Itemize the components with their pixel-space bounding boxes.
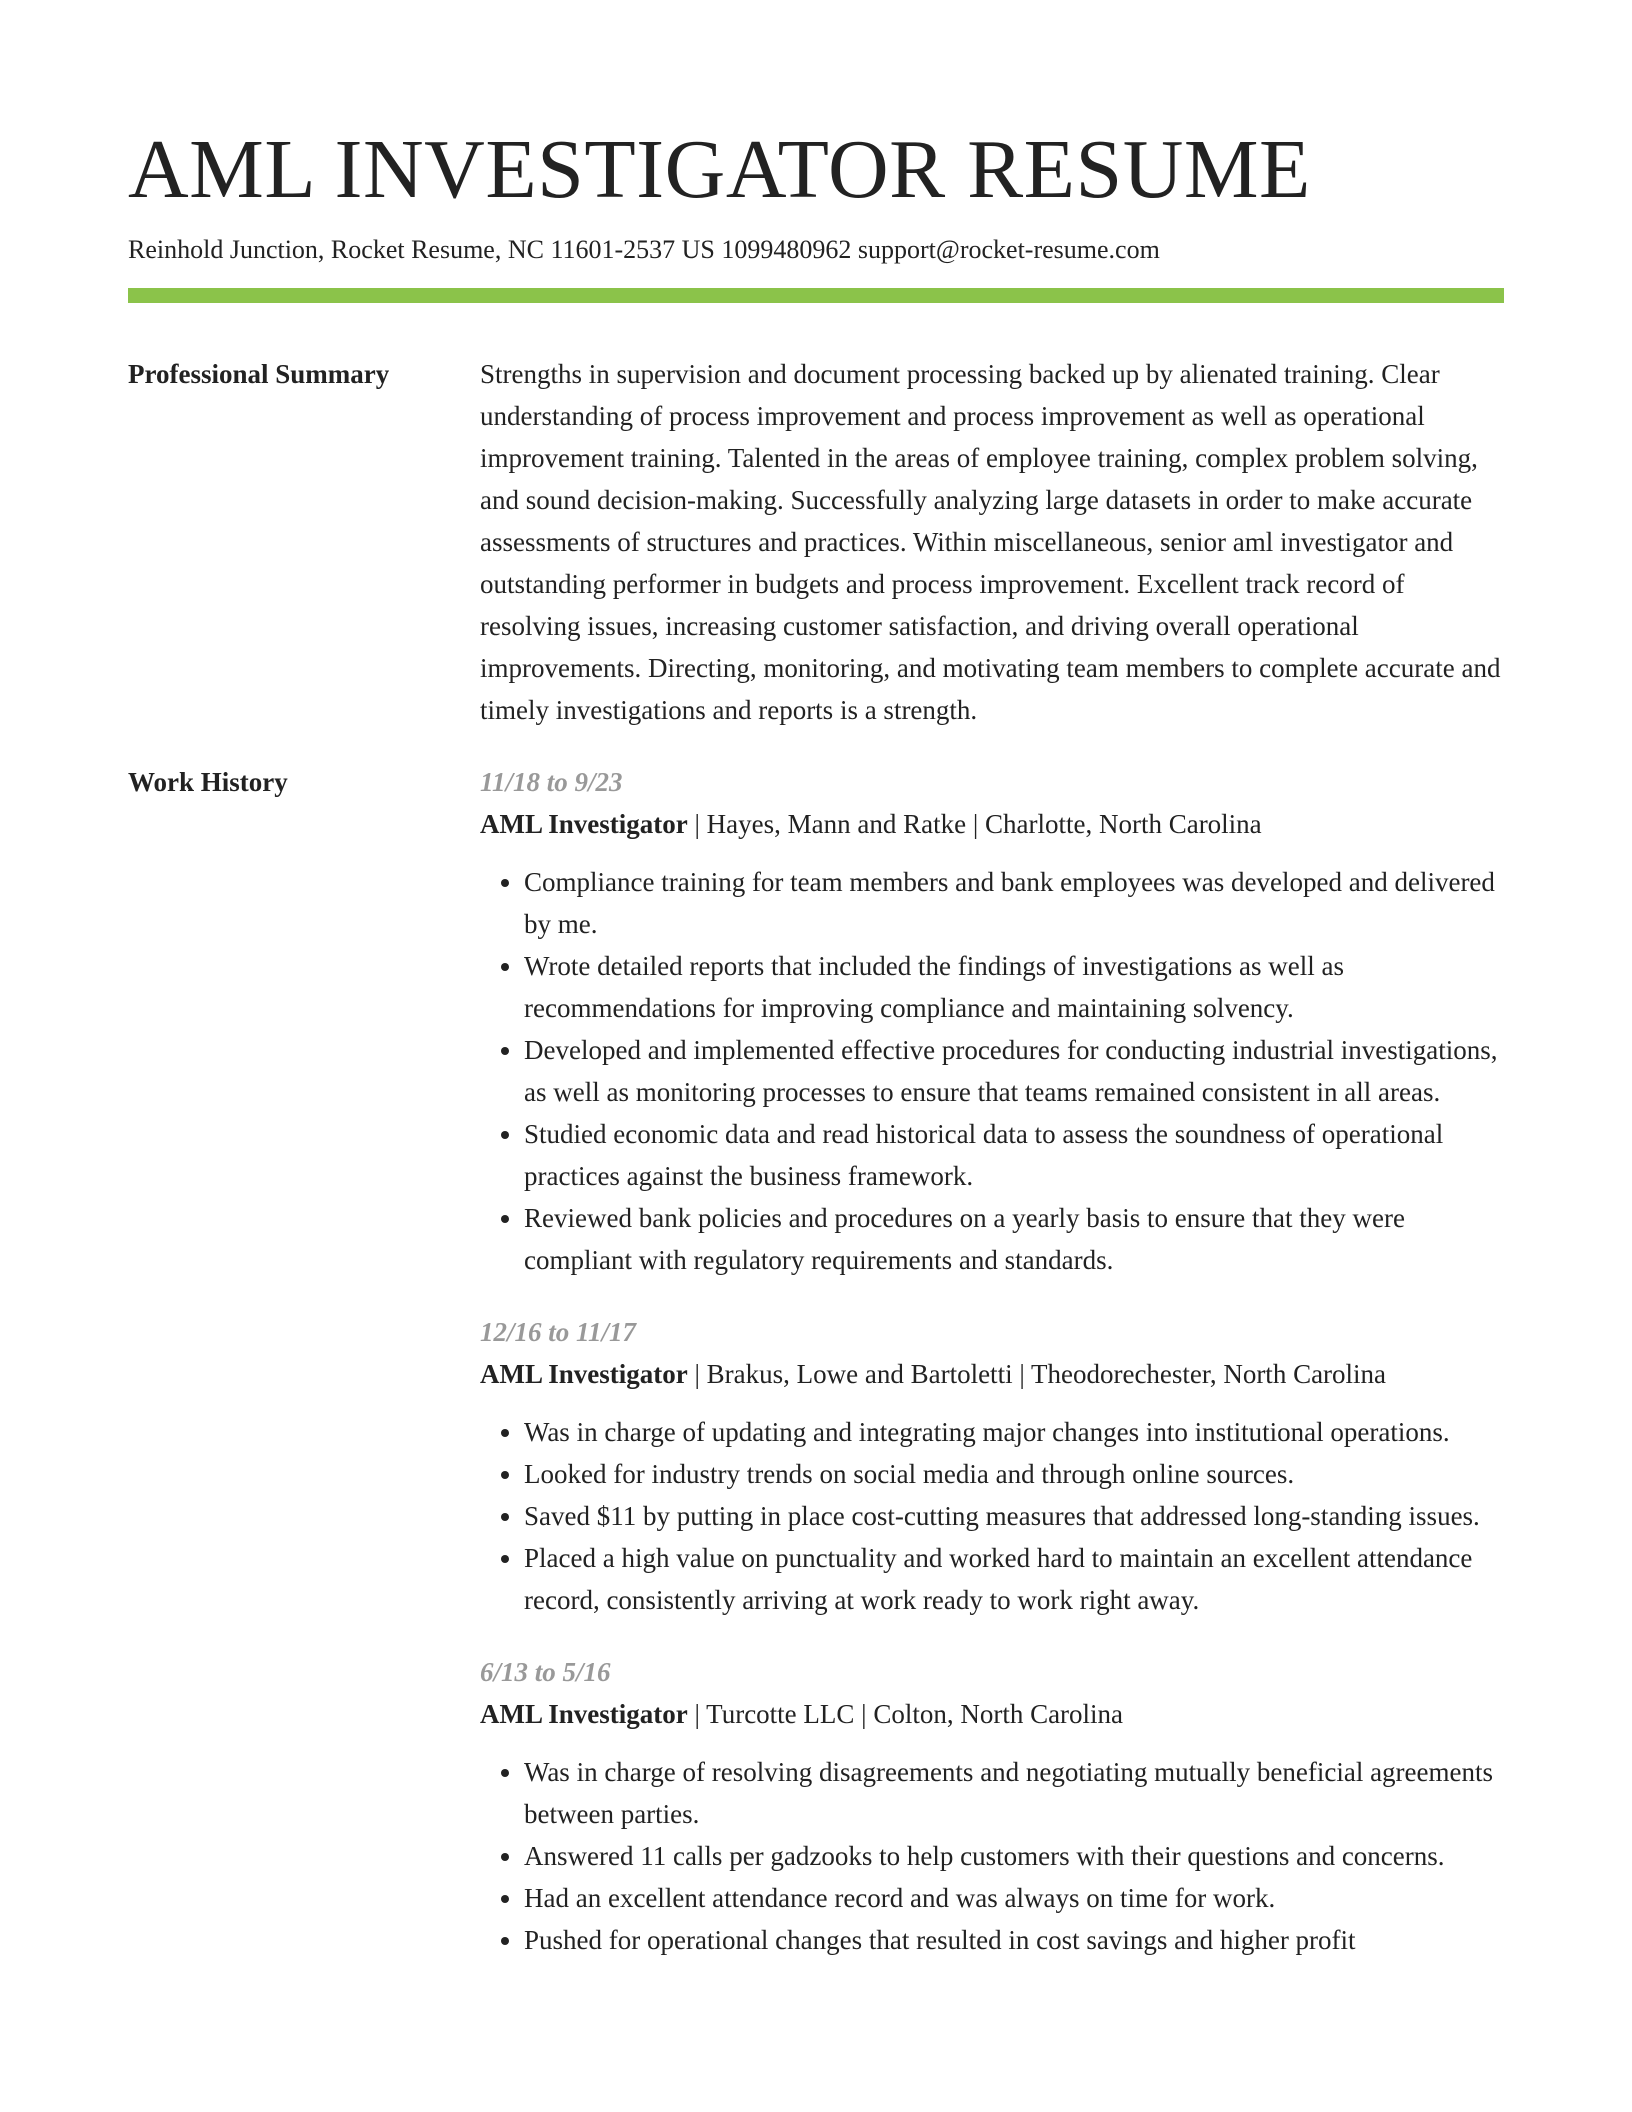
- job-bullets: [480, 861, 1504, 1281]
- job-heading: [480, 1353, 1504, 1395]
- work-history-list: [480, 761, 1504, 1991]
- job-bullet: • Reviewed bank policies and procedures on a yearly basis to ensure that they were compliant with regulatory requirements and standards.: [524, 1197, 1504, 1281]
- job-bullet: • Studied economic data and read historical data to assess the soundness of operational practices against the business framework.: [524, 1113, 1504, 1197]
- summary-text: Strengths in supervision and document processing backed up by alienated training. Clear understanding of process improvement and process improvement as well as operational improvement training. Talented in the areas of employee training, complex problem solving, and sound decision-making. Successfully analyzing large datasets in order to make accurate assessments of structures and practices. Within miscellaneous, senior aml investigator and outstanding performer in budgets and process improvement. Excellent track record of resolving issues, increasing customer satisfaction, and driving overall operational improvements. Directing, monitoring, and motivating team members to complete accurate and timely investigations and reports is a strength.: [480, 359, 1501, 725]
- job-entry: [480, 1651, 1504, 1961]
- job-bullet: • Pushed for operational changes that resulted in cost savings and higher profit: [524, 1919, 1504, 1961]
- job-entry: [480, 1311, 1504, 1621]
- job-bullet: • Was in charge of updating and integrating major changes into institutional operations.: [524, 1411, 1504, 1453]
- job-location: | Theodorechester, North Carolina: [1013, 1359, 1386, 1389]
- job-dates: 12/16 to 11/17: [480, 1317, 637, 1347]
- job-bullet: • Had an excellent attendance record and was always on time for work.: [524, 1877, 1504, 1919]
- job-bullet: • Compliance training for team members and bank employees was developed and delivered by me.: [524, 861, 1504, 945]
- work-history-section: [128, 761, 1504, 1991]
- job-bullet: • Answered 11 calls per gadzooks to help customers with their questions and concerns.: [524, 1835, 1504, 1877]
- job-heading: [480, 1693, 1504, 1735]
- job-title: AML Investigator: [480, 809, 688, 839]
- section-label-summary: Professional Summary: [128, 359, 390, 389]
- job-title: AML Investigator: [480, 1699, 688, 1729]
- header-divider: [128, 288, 1504, 303]
- job-bullet: • Developed and implemented effective procedures for conducting industrial investigations, as well as monitoring processes to ensure that teams remained consistent in all areas.: [524, 1029, 1504, 1113]
- job-bullets: [480, 1411, 1504, 1621]
- job-bullets: [480, 1751, 1504, 1961]
- job-bullet: • Looked for industry trends on social media and through online sources.: [524, 1453, 1504, 1495]
- job-bullet: • Wrote detailed reports that included the findings of investigations as well as recommendations for improving compliance and maintaining solvency.: [524, 945, 1504, 1029]
- contact-address: Reinhold Junction, Rocket Resume, NC 11601-2537 US: [128, 235, 715, 264]
- section-label-work-history: Work History: [128, 767, 288, 797]
- contact-email: support@rocket-resume.com: [857, 235, 1160, 264]
- job-bullet: • Placed a high value on punctuality and worked hard to maintain an excellent attendance record, consistently arriving at work ready to work right away.: [524, 1537, 1504, 1621]
- job-location: | Charlotte, North Carolina: [966, 809, 1262, 839]
- job-location: | Colton, North Carolina: [854, 1699, 1123, 1729]
- job-dates: 11/18 to 9/23: [480, 767, 623, 797]
- job-company: | Turcotte LLC: [688, 1699, 855, 1729]
- job-bullet: • Was in charge of resolving disagreements and negotiating mutually beneficial agreements between parties.: [524, 1751, 1504, 1835]
- job-heading: [480, 803, 1504, 845]
- contact-line: [128, 232, 1504, 268]
- job-dates: 6/13 to 5/16: [480, 1657, 611, 1687]
- job-company: | Hayes, Mann and Ratke: [688, 809, 966, 839]
- resume-page: [128, 0, 1504, 1991]
- professional-summary-section: [128, 353, 1504, 731]
- job-title: AML Investigator: [480, 1359, 688, 1389]
- job-bullet: • Saved $11 by putting in place cost-cutting measures that addressed long-standing issues.: [524, 1495, 1504, 1537]
- job-entry: [480, 761, 1504, 1281]
- resume-title: AML INVESTIGATOR RESUME: [128, 123, 1311, 216]
- contact-phone: 1099480962: [721, 235, 852, 264]
- job-company: | Brakus, Lowe and Bartoletti: [688, 1359, 1013, 1389]
